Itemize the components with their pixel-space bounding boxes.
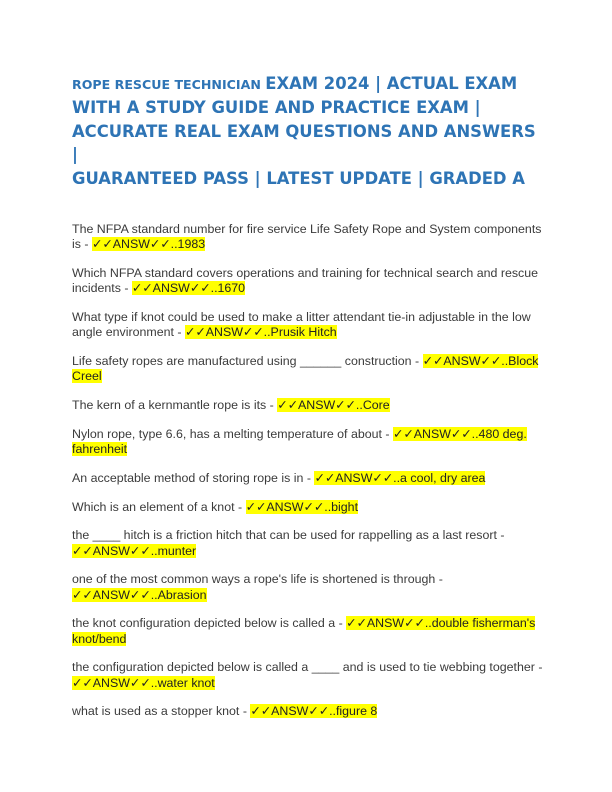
qa-item <box>72 528 542 558</box>
qa-item <box>72 354 542 384</box>
qa-item <box>72 572 542 602</box>
question-answer-list <box>72 222 542 733</box>
qa-item <box>72 500 542 515</box>
qa-item <box>72 616 542 646</box>
title-line-4: GUARANTEED PASS | LATEST UPDATE | GRADED A <box>72 168 525 188</box>
question-text: the knot configuration depicted below is called a - <box>72 616 347 631</box>
answer-highlight: ✓✓ANSW✓✓..figure 8 <box>250 704 378 719</box>
answer-highlight-continued: fahrenheit <box>72 442 128 456</box>
qa-item <box>72 427 542 457</box>
qa-item <box>72 222 542 252</box>
question-text: Which is an element of a knot - <box>72 499 246 514</box>
answer-highlight: ✓✓ANSW✓✓..Abrasion <box>72 587 207 602</box>
title-line-2: WITH A STUDY GUIDE AND PRACTICE EXAM | <box>72 98 481 118</box>
qa-item <box>72 471 542 486</box>
answer-highlight-continued: Creel <box>72 369 102 384</box>
question-text: Nylon rope, type 6.6, has a melting temperature of about - <box>72 426 393 441</box>
answer-highlight: ✓✓ANSW✓✓..1670 <box>131 281 246 296</box>
answer-highlight: ✓✓ANSW✓✓..a cool, dry area <box>314 470 486 485</box>
qa-item <box>72 398 542 413</box>
qa-item <box>72 266 542 296</box>
question-line-1: Which NFPA standard covers operations and training for technical search and rescue <box>72 266 539 280</box>
qa-item <box>72 660 542 690</box>
title-lead: ROPE RESCUE TECHNICIAN <box>72 77 266 92</box>
question-line-2: is - <box>72 237 92 252</box>
answer-highlight: ✓✓ANSW✓✓..1983 <box>91 237 206 252</box>
answer-highlight: ✓✓ANSW✓✓..water knot <box>72 675 215 690</box>
qa-item <box>72 310 542 340</box>
document-title <box>72 72 542 190</box>
question-text: one of the most common ways a rope's life is shortened is through - <box>72 572 443 587</box>
question-line-1: The NFPA standard number for fire service Life Safety Rope and System components <box>72 222 542 236</box>
question-text: Life safety ropes are manufactured using ______ construction - <box>72 354 423 368</box>
question-line-1: What type if knot could be used to make a litter attendant tie-in adjustable in the low <box>72 310 531 324</box>
title-line-3: ACCURATE REAL EXAM QUESTIONS AND ANSWERS | <box>72 121 536 165</box>
answer-highlight: ✓✓ANSW✓✓..munter <box>72 543 197 558</box>
answer-highlight: ✓✓ANSW✓✓..480 deg. <box>392 426 527 441</box>
qa-item <box>72 704 542 719</box>
title-line-1: EXAM 2024 | ACTUAL EXAM <box>265 74 518 93</box>
question-text: The kern of a kernmantle rope is its - <box>72 398 278 412</box>
answer-highlight: ✓✓ANSW✓✓..double fisherman's <box>346 616 536 631</box>
answer-highlight-continued: knot/bend <box>72 631 127 646</box>
question-text: what is used as a stopper knot - <box>72 704 251 719</box>
answer-highlight: ✓✓ANSW✓✓..Core <box>277 398 390 412</box>
answer-highlight: ✓✓ANSW✓✓..bight <box>245 499 359 514</box>
answer-highlight: ✓✓ANSW✓✓..Prusik Hitch <box>184 325 337 340</box>
question-line-2: incidents - <box>72 281 132 296</box>
answer-highlight: ✓✓ANSW✓✓..Block <box>422 354 539 368</box>
question-text: the configuration depicted below is called a ____ and is used to tie webbing together - <box>72 660 543 675</box>
question-line-2: angle environment - <box>72 325 185 340</box>
question-text: An acceptable method of storing rope is in - <box>72 470 315 485</box>
question-text: the ____ hitch is a friction hitch that can be used for rappelling as a last resort - <box>72 528 505 543</box>
